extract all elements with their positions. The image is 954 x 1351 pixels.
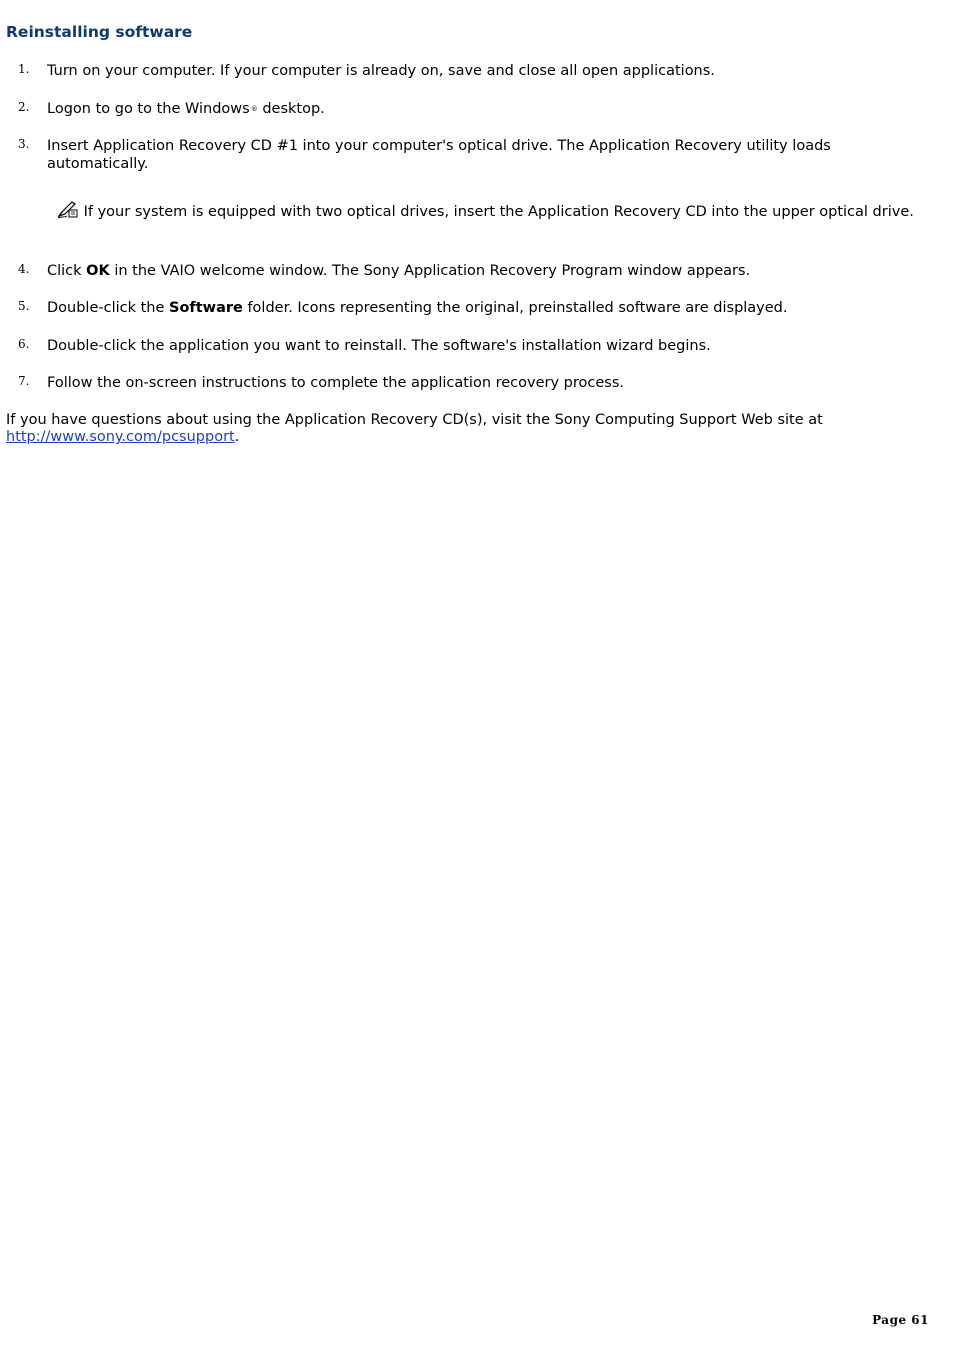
step-text-before: Click bbox=[47, 263, 87, 279]
page-title: Reinstalling software bbox=[6, 23, 193, 41]
step-text-after: in the VAIO welcome window. The Sony Application Recovery Program window appears. bbox=[109, 263, 751, 279]
step-text-before: Logon to go to the Windows bbox=[47, 101, 250, 117]
step-text: Insert Application Recovery CD #1 into your computer's optical drive. The Application Recovery utility loads automatically. bbox=[47, 138, 831, 172]
step-text bbox=[47, 100, 917, 118]
support-text: If you have questions about using the Application Recovery CD(s), visit the Sony Computing Support Web site at bbox=[6, 412, 823, 428]
note bbox=[47, 201, 917, 221]
step-text: Double-click the application you want to reinstall. The software's installation wizard begins. bbox=[47, 338, 711, 354]
step-number: 1. bbox=[18, 62, 30, 76]
step-bold-term: OK bbox=[86, 263, 110, 279]
support-paragraph bbox=[6, 412, 926, 446]
support-link[interactable]: http://www.sony.com/pcsupport bbox=[6, 429, 235, 445]
support-text-end: . bbox=[234, 429, 240, 445]
step-text bbox=[47, 299, 917, 317]
step-text-after: folder. Icons representing the original, preinstalled software are displayed. bbox=[242, 300, 788, 316]
step-number: 4. bbox=[18, 262, 30, 276]
registered-mark: ® bbox=[250, 105, 258, 113]
note-pen-icon bbox=[57, 201, 79, 219]
note-text: If your system is equipped with two optical drives, insert the Application Recovery CD into the upper optical drive. bbox=[83, 204, 914, 220]
step-text bbox=[47, 262, 917, 280]
page-number: Page 61 bbox=[872, 1313, 929, 1327]
step-number: 5. bbox=[18, 299, 30, 313]
step-number: 6. bbox=[18, 337, 30, 351]
step-text: Turn on your computer. If your computer is already on, save and close all open applications. bbox=[47, 63, 715, 79]
step-number: 3. bbox=[18, 137, 30, 151]
step-number: 7. bbox=[18, 374, 30, 388]
step-text-after: desktop. bbox=[257, 101, 325, 117]
step-number: 2. bbox=[18, 100, 30, 114]
step-text: Follow the on-screen instructions to complete the application recovery process. bbox=[47, 375, 625, 391]
step-bold-term: Software bbox=[169, 300, 243, 316]
step-text-before: Double-click the bbox=[47, 300, 170, 316]
